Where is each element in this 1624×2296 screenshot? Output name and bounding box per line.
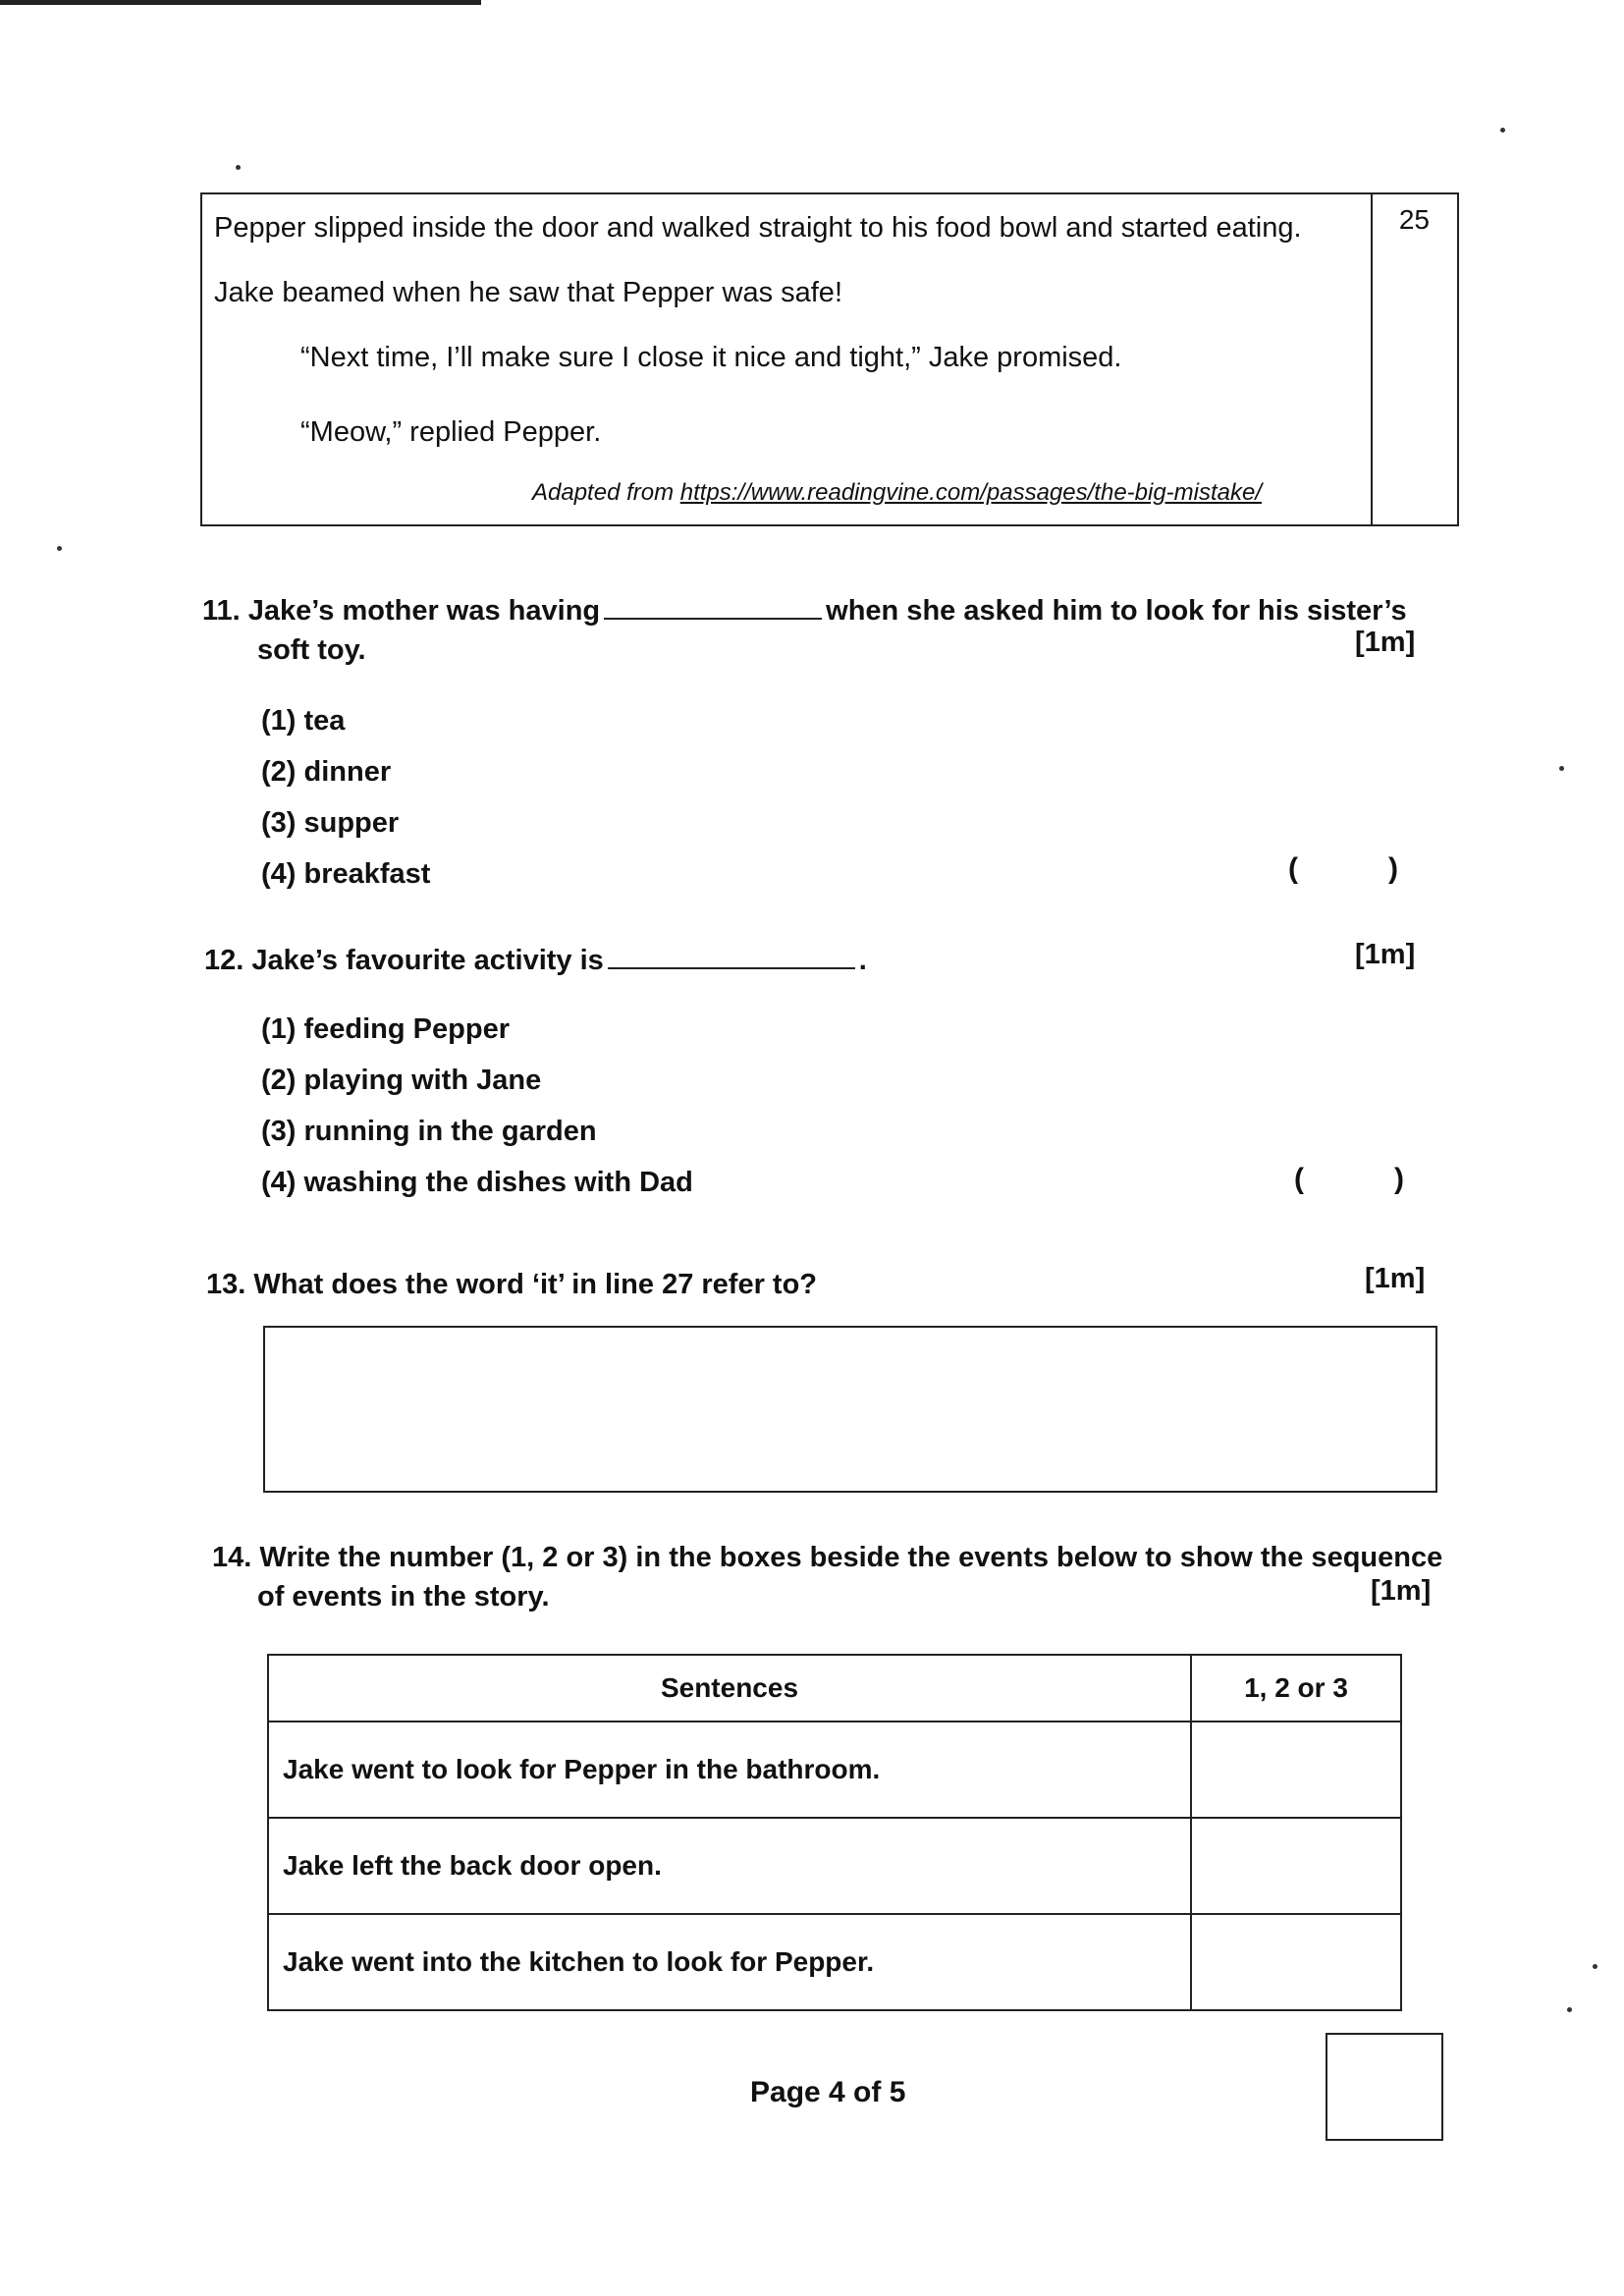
q14-stem-line2: of events in the story.: [257, 1581, 550, 1613]
open-paren: (: [1294, 1163, 1304, 1195]
q11-text-after: when she asked him to look for his sister’s: [826, 595, 1407, 627]
sequence-table: [267, 1654, 1402, 2011]
sentence-cell: Jake went into the kitchen to look for Pepper.: [268, 1914, 1191, 2010]
q11-marks: [1m]: [1355, 627, 1416, 658]
q12-answer-brackets[interactable]: [1294, 1163, 1404, 1196]
column-header-order: 1, 2 or 3: [1191, 1655, 1401, 1722]
order-answer-cell[interactable]: [1191, 1722, 1401, 1818]
q11-stem-line1: [202, 595, 1407, 628]
q13-stem: [206, 1269, 817, 1301]
line-number-column: [1371, 194, 1457, 524]
scan-speck: [1500, 128, 1505, 133]
passage-line: “Meow,” replied Pepper.: [300, 416, 602, 448]
q11-number: 11.: [202, 595, 241, 627]
close-paren: ): [1394, 1163, 1404, 1195]
q11-blank[interactable]: [604, 617, 822, 620]
q11-text-before: Jake’s mother was having: [247, 595, 601, 627]
passage-line: Jake beamed when he saw that Pepper was safe!: [214, 277, 842, 308]
q13-text: What does the word ‘it’ in line 27 refer to?: [253, 1269, 818, 1300]
q12-option-4[interactable]: (4) washing the dishes with Dad: [261, 1167, 693, 1198]
order-answer-cell[interactable]: [1191, 1914, 1401, 2010]
q11-option-1[interactable]: (1) tea: [261, 705, 346, 737]
sentence-cell: Jake went to look for Pepper in the bathroom.: [268, 1722, 1191, 1818]
passage-source: [532, 479, 1262, 507]
q14-stem-line1: [212, 1542, 1442, 1574]
q13-number: 13.: [206, 1269, 246, 1300]
table-header-row: [268, 1655, 1401, 1722]
q11-option-4[interactable]: (4) breakfast: [261, 858, 431, 890]
score-box[interactable]: [1326, 2033, 1443, 2141]
table-row: [268, 1914, 1401, 2010]
scan-speck: [236, 165, 241, 170]
q11-option-3[interactable]: (3) supper: [261, 807, 400, 839]
order-answer-cell[interactable]: [1191, 1818, 1401, 1914]
open-paren: (: [1288, 852, 1298, 885]
scan-speck: [57, 546, 62, 551]
q12-option-2[interactable]: (2) playing with Jane: [261, 1065, 542, 1096]
q12-number: 12.: [204, 945, 244, 976]
sentence-cell: Jake left the back door open.: [268, 1818, 1191, 1914]
q14-marks: [1m]: [1371, 1575, 1432, 1607]
q11-stem-line2: soft toy.: [257, 634, 366, 666]
scan-speck: [1593, 1964, 1597, 1969]
column-header-sentences: Sentences: [268, 1655, 1191, 1722]
page-number: Page 4 of 5: [750, 2076, 906, 2108]
q12-stem: [204, 945, 867, 977]
q12-option-1[interactable]: (1) feeding Pepper: [261, 1013, 510, 1045]
top-edge-rule: [0, 0, 481, 5]
source-link[interactable]: https://www.readingvine.com/passages/the-big-mistake/: [679, 479, 1263, 506]
q12-option-3[interactable]: (3) running in the garden: [261, 1116, 597, 1147]
passage-box: [200, 192, 1459, 526]
line-number: 25: [1398, 204, 1430, 235]
close-paren: ): [1388, 852, 1398, 885]
q11-answer-brackets[interactable]: [1288, 852, 1398, 886]
scan-speck: [1567, 2007, 1572, 2012]
source-prefix: Adapted from: [532, 479, 680, 506]
table-row: [268, 1818, 1401, 1914]
q12-text-before: Jake’s favourite activity is: [251, 945, 604, 976]
q12-marks: [1m]: [1355, 939, 1416, 970]
q13-answer-box[interactable]: [263, 1326, 1437, 1493]
table-row: [268, 1722, 1401, 1818]
q11-option-2[interactable]: (2) dinner: [261, 756, 392, 788]
q13-marks: [1m]: [1365, 1263, 1426, 1294]
q12-text-after: .: [858, 945, 867, 976]
passage-line: Pepper slipped inside the door and walked straight to his food bowl and started eating.: [214, 212, 1302, 244]
q14-number: 14.: [212, 1542, 252, 1573]
q14-text-line1: Write the number (1, 2 or 3) in the boxes beside the events below to show the sequence: [259, 1542, 1443, 1573]
passage-line: “Next time, I’ll make sure I close it nice and tight,” Jake promised.: [300, 342, 1122, 373]
q12-blank[interactable]: [608, 966, 855, 969]
scan-speck: [1559, 766, 1564, 771]
